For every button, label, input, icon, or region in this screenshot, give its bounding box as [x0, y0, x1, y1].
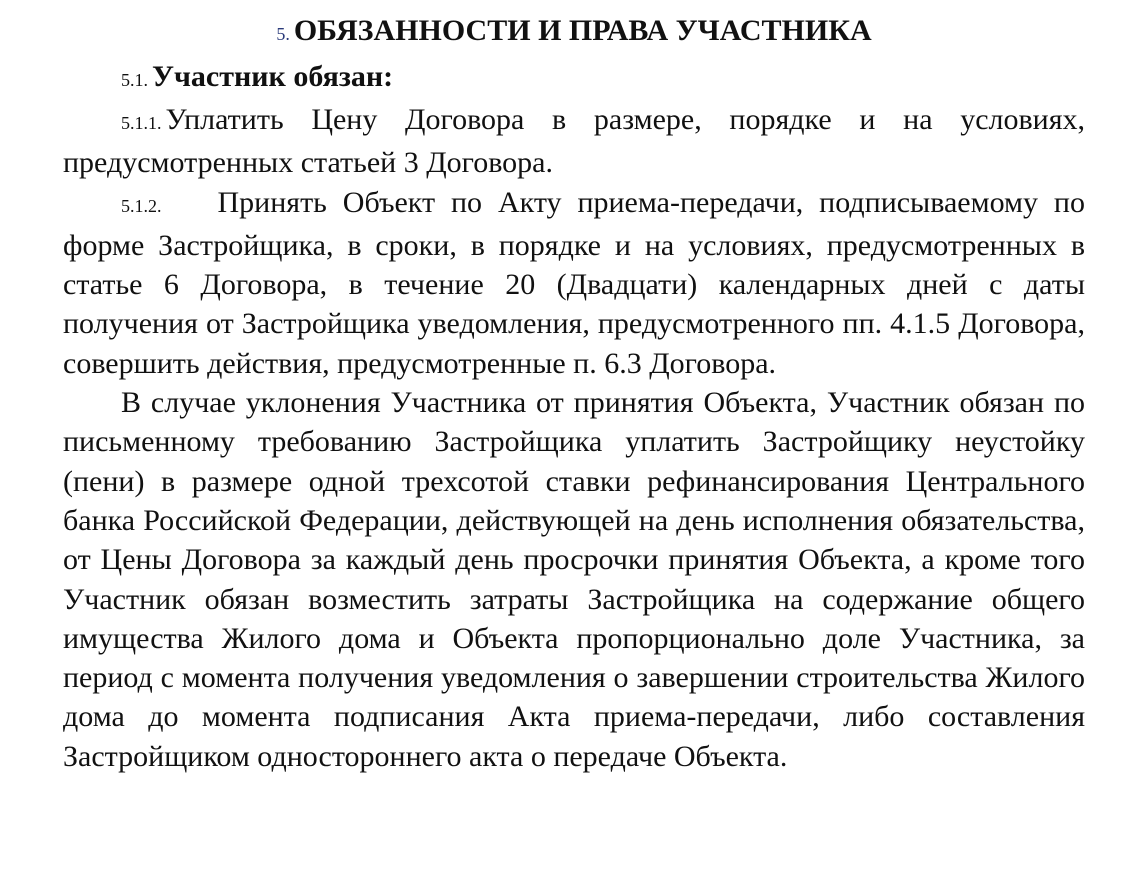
clause-5-1-heading — [63, 57, 1085, 100]
document-page — [63, 8, 1085, 776]
clause-5-1-1-text: Уплатить Цену Договора в размере, порядке и на условиях, предусмотренных статьей 3 Договора. — [63, 103, 1085, 180]
section-number: 5. — [276, 24, 290, 44]
clause-5-1-2-number: 5.1.2. — [121, 195, 162, 216]
penalty-paragraph — [63, 383, 1085, 776]
section-title — [63, 8, 1085, 57]
clause-5-1-1-paragraph — [63, 100, 1085, 183]
clause-5-1-number: 5.1. — [121, 70, 148, 90]
clause-5-1-2-paragraph — [63, 183, 1085, 383]
clause-5-1-2-text: Принять Объект по Акту приема-передачи, подписываемому по форме Застройщика, в сроки, в порядке и на условиях, предусмотренных в статье 6 Договора, в течение 20 (Двадцати) календарных дней с даты получения от Застройщика уведомления, предусмотренного пп. 4.1.5 Договора, совершить действия, предусмотренные п. 6.3 Договора. — [63, 185, 1085, 380]
penalty-paragraph-text: В случае уклонения Участника от принятия Объекта, Участник обязан по письменному требованию Застройщика уплатить Застройщику неустойку (пени) в размере одной трехсотой ставки рефинансирования Центрального банка Российской Федерации, действующей на день исполнения обязательства, от Цены Договора за каждый день просрочки принятия Объекта, а кроме того Участник обязан возместить затраты Застройщика на содержание общего имущества Жилого дома и Объекта пропорционально доле Участника, за период с момента получения уведомления о завершении строительства Жилого дома до момента подписания Акта приема-передачи, либо составления Застройщиком одностороннего акта о передаче Объекта. — [63, 386, 1085, 773]
clause-5-1-title: Участник обязан: — [152, 60, 394, 93]
clause-5-1-1-number: 5.1.1. — [121, 113, 162, 133]
section-title-text: ОБЯЗАННОСТИ И ПРАВА УЧАСТНИКА — [293, 14, 872, 47]
